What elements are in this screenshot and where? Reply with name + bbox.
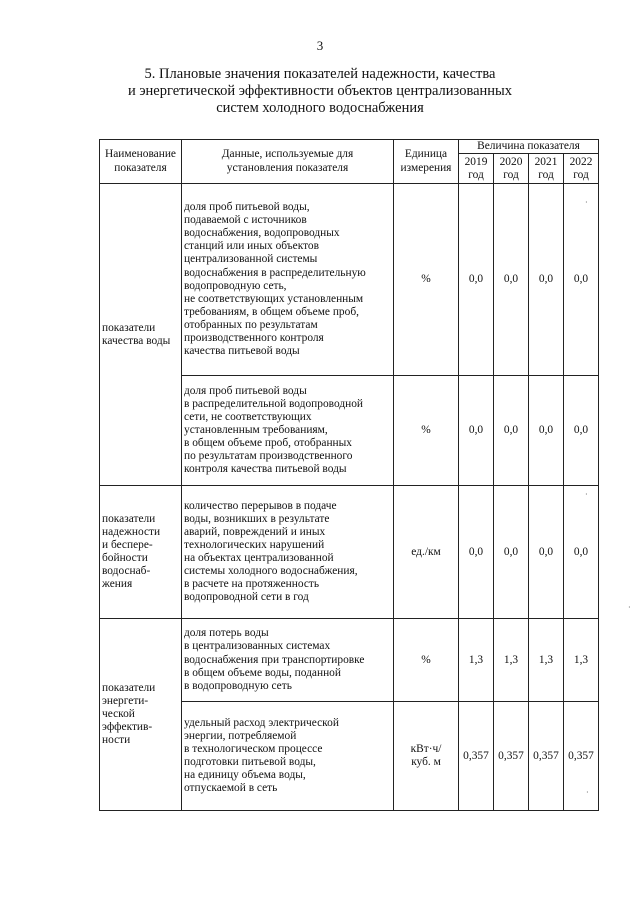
value-2022: 0,357 [564,702,599,811]
value-2019: 1,3 [459,619,494,702]
document-title [60,66,580,117]
value-2021: 1,3 [529,619,564,702]
header-unit: Единица измерения [394,140,459,184]
row-unit: % [394,184,459,376]
group-reliability: показатели надежности и беспере- бойности водоснаб- жения [100,486,182,619]
value-2020: 0,0 [494,486,529,619]
value-2022: 1,3 [564,619,599,702]
row-data: удельный расход электрической энергии, потребляемой в технологическом процессе подготовки питьевой воды, на единицу объема воды, отпускаемой в сеть [182,702,394,811]
title-line-1: 5. Плановые значения показателей надежности, качества [144,66,496,82]
value-2020: 0,0 [494,184,529,376]
value-2019: 0,0 [459,376,494,486]
value-2022: 0,0 [564,184,599,376]
scan-mark: · [628,603,631,612]
row-data: доля проб питьевой воды, подаваемой с источников водоснабжения, водопроводных станций или иных объектов централизованной системы водоснабжения в распределительную водопроводную сеть, не соответствующих установленным требованиям, в общем объеме проб, отобранных по результатам производственного контроля качества питьевой воды [182,184,394,376]
row-unit: кВт·ч/ куб. м [394,702,459,811]
page-number: 3 [316,38,324,53]
value-2021: 0,0 [529,486,564,619]
value-2020: 0,0 [494,376,529,486]
group-quality: показатели качества воды [100,184,182,486]
header-year-2022: 2022 год [564,154,599,184]
value-2022: 0,0 [564,486,599,619]
row-data: количество перерывов в подаче воды, возникших в результате аварий, повреждений и иных технологических нарушений на объектах централизованной системы холодного водоснабжения, в расчете на протяженность водопроводной сети в год [182,486,394,619]
title-line-3: систем холодного водоснабжения [216,100,424,116]
row-unit: % [394,619,459,702]
header-year-2019: 2019 год [459,154,494,184]
title-line-2: и энергетической эффективности объектов централизованных [127,83,513,99]
value-2021: 0,0 [529,184,564,376]
header-name: Наименование показателя [100,140,182,184]
value-2021: 0,357 [529,702,564,811]
header-year-2020: 2020 год [494,154,529,184]
value-2019: 0,357 [459,702,494,811]
header-data: Данные, используемые для установления показателя [182,140,394,184]
scan-mark: · [585,198,588,207]
group-efficiency: показатели энергети- ческой эффектив- ности [100,619,182,811]
header-value-group: Величина показателя [459,140,599,154]
header-year-2021: 2021 год [529,154,564,184]
scan-mark: · [585,490,588,499]
row-unit: % [394,376,459,486]
row-data: доля потерь воды в централизованных системах водоснабжения при транспортировке в общем объеме воды, поданной в водопроводную сеть [182,619,394,702]
value-2019: 0,0 [459,486,494,619]
value-2020: 0,357 [494,702,529,811]
row-data: доля проб питьевой воды в распределительной водопроводной сети, не соответствующих установленным требованиям, в общем объеме проб, отобранных по результатам производственного контроля качества питьевой воды [182,376,394,486]
value-2019: 0,0 [459,184,494,376]
value-2021: 0,0 [529,376,564,486]
indicators-table [99,139,599,811]
value-2020: 1,3 [494,619,529,702]
value-2022: 0,0 [564,376,599,486]
scan-mark: · [586,788,589,797]
row-unit: ед./км [394,486,459,619]
